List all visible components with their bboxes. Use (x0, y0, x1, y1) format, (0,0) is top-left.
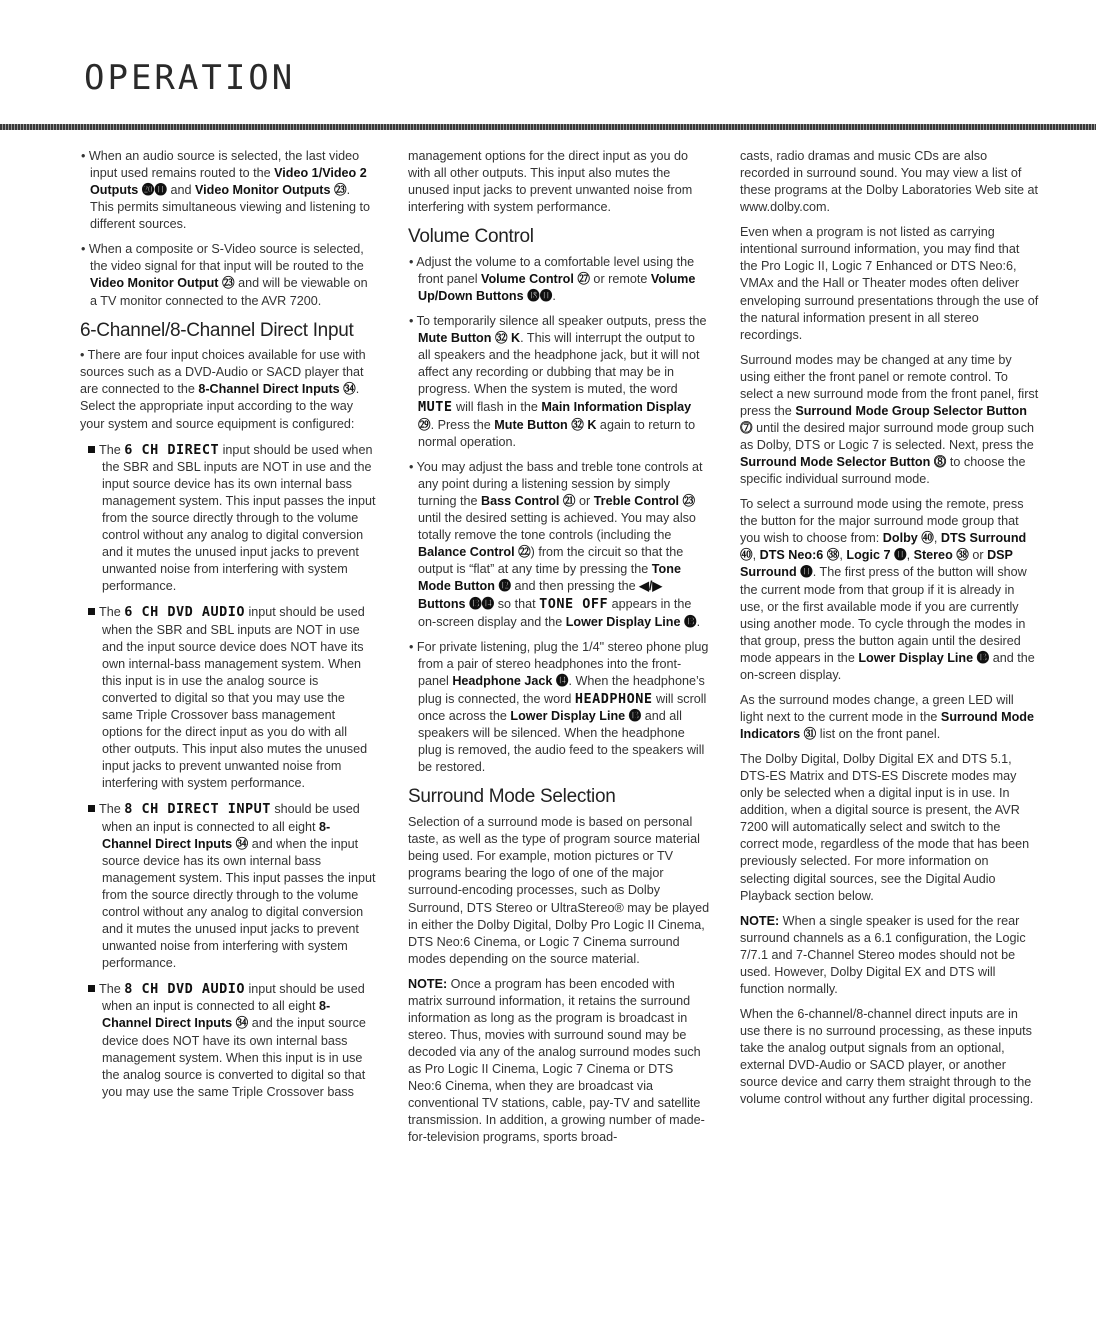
sub-bullet-paragraph: The 8 CH DVD AUDIO input should be used when an input is connected to all eight 8-Channel Direct Inputs ㉞ and the input source device does NOT have its own internal bass management system. When this input is in use the analog source is converted to digital so that you may use the same Triple Crossover bass (80, 980, 376, 1101)
paragraph: As the surround modes change, a green LED will light next to the current mode in the Surround Mode Indicators ㉛ list on the front panel. (740, 692, 1034, 741)
bullet-paragraph: • You may adjust the bass and treble tone controls at any point during a listening session by simply turning the Bass Control ㉑ or Treble Control ㉓ until the desired setting is achieved. You may also totally remove the tone controls (including the Balance Control ㉒) from the circuit so that the output is “flat” at any time by pressing the Tone Mode Button ⓬ and then pressing the ◀/▶ Buttons ⓭⓮ so that TONE OFF appears in the on-screen display and the Lower Display Line ⓭. (409, 459, 703, 629)
square-bullet-icon (88, 805, 95, 812)
bold-term: Treble Control ㉓ (593, 494, 696, 509)
bold-term: NOTE: (740, 913, 780, 928)
bold-term: Tone Mode Button ⓬ (418, 562, 681, 594)
bold-term: 8-Channel Direct Inputs ㉞ (102, 819, 331, 851)
paragraph: Selection of a surround mode is based on personal taste, as well as the type of program source material being used. For example, motion pictures or TV programs bearing the logo of one of the major surround-encoding processes, such as Dolby Surround, DTS Stereo or UltraStereo® may be played in either the Dolby Digital, Dolby Pro Logic II Cinema, DTS Neo:6 Cinema, or Logic 7 Cinema surround modes depending on the source material. (408, 815, 710, 966)
paragraph: Surround modes may be changed at any time by using either the front panel or remote control. To select a new surround mode from the front panel, first press the Surround Mode Group Selector Button ⓻ until the desired major surround mode group such as Dolby, DTS or Logic 7 is selected. Next, press the Surround Mode Selector Button ⓼ to choose the specific individual surround mode. (740, 352, 1039, 487)
bold-term: Mute Button ㉜ K (494, 417, 597, 432)
paragraph: To select a surround mode using the remote, press the button for the major surround mode group that you wish to choose from: Dolby ㊵, DTS Surround ㊵, DTS Neo:6 ㊳, Logic 7 ⓫, Stereo ㊳ or DSP Surround ⓫. The first press of the button will show the current mode from that group if it is already in use, or the first available mode if you are currently using another mode. To cycle through the modes in that group, press the button again until the desired mode appears in the Lower Display Line ⓭ and the on-screen display. (740, 497, 1035, 682)
paragraph: Even when a program is not listed as carrying intentional surround information, you may find that the Pro Logic II, Logic 7 Enhanced or DTS Neo:6, VMAx and the Hall or Theater modes often deliver enveloping surround presentations through the use of the natural information present in all stereo recordings. (740, 225, 1039, 342)
display-readout-text: 8 CH DVD AUDIO (124, 981, 245, 998)
sub-bullet-paragraph: The 6 CH DIRECT input should be used when the SBR and SBL inputs are NOT in use and the input source device has its own internal bass management system. This input passes the input from the source directly through to the volume control without any analog to digital conversion and it mutes the unused input jacks to prevent unwanted noise from interfering with system performance. (80, 441, 376, 596)
paragraph: casts, radio dramas and music CDs are also recorded in surround sound. You may view a list of these programs at the Dolby Laboratories Web site at www.dolby.com. (740, 149, 1038, 215)
display-readout-text: HEADPHONE (574, 690, 653, 707)
bold-term: DSP Surround ⓫ (740, 548, 1013, 580)
bold-term: Volume Control ㉗ (481, 272, 590, 287)
paragraph: management options for the direct input as you do with all other outputs. This input also mutes the unused input jacks to prevent unwanted noise from interfering with system performance. (408, 149, 693, 215)
bullet-paragraph: • Adjust the volume to a comfortable level using the front panel Volume Control ㉗ or remote Volume Up/Down Buttons ⓲⓫. (409, 254, 696, 304)
display-readout-text: MUTE (418, 399, 453, 416)
bold-term: 8-Channel Direct Inputs ㉞ (198, 382, 356, 397)
bold-term: Headphone Jack ⓮ (452, 673, 569, 688)
bold-term: Video Monitor Output ㉓ (90, 276, 235, 291)
section-heading: Volume Control (408, 226, 534, 248)
bold-term: Video 1/Video 2 Outputs ⓴⓫ (90, 166, 367, 198)
section-heading: Surround Mode Selection (408, 786, 616, 808)
column-middle (408, 148, 710, 1154)
bold-term: Lower Display Line ⓭ (565, 614, 697, 629)
bold-term: DTS Neo:6 ㊳ (759, 548, 840, 563)
bold-term: ◀/▶ Buttons ⓭⓮ (418, 579, 663, 612)
bold-term: 8-Channel Direct Inputs ㉞ (102, 999, 331, 1031)
bold-term: Logic 7 ⓫ (846, 548, 907, 563)
bullet-paragraph: • When a composite or S-Video source is selected, the video signal for that input will be routed to the Video Monitor Output ㉓ and will be viewable on a TV monitor connected to the AVR 7200. (81, 242, 368, 308)
paragraph: NOTE: When a single speaker is used for the rear surround channels as a 6.1 configuration, the Logic 7/7.1 and 7-Channel Stereo modes should not be used. However, Dolby Digital EX and DTS will function normally. (740, 913, 1026, 996)
column-left (80, 148, 376, 1109)
display-readout-text: 6 CH DVD AUDIO (124, 604, 245, 621)
square-bullet-icon (88, 985, 95, 992)
display-readout-text: 8 CH DIRECT INPUT (124, 801, 271, 818)
page-title: OPERATION (84, 58, 296, 98)
sub-bullet-paragraph: The 6 CH DVD AUDIO input should be used when the SBR and SBL inputs are NOT in use and the input source device does NOT have its own internal-bass management system. When this input is in use the analog source is converted to digital so that you may use the same Triple Crossover bass management options for the direct input as you do with all other outputs. This input also mutes the unused input jacks to prevent unwanted noise from interfering with system performance. (80, 603, 376, 792)
bold-term: Dolby ㊵ (882, 531, 934, 546)
bold-term: Surround Mode Indicators ㉛ (740, 709, 1034, 741)
bullet-paragraph: • When an audio source is selected, the last video input used remains routed to the Video 1/Video 2 Outputs ⓴⓫ and Video Monitor Outputs ㉓. This permits simultaneous viewing and listening to different sources. (81, 149, 370, 232)
bold-term: Stereo ㊳ (913, 548, 969, 563)
bold-term: Surround Mode Selector Button ⓼ (740, 455, 947, 470)
square-bullet-icon (88, 446, 95, 453)
paragraph: When the 6-channel/8-channel direct inputs are in use there is no surround processing, as these inputs take the analog output signals from an optional, external DVD-Audio or SACD player, or another source device and carry them straight through to the volume control without any further digital processing. (740, 1006, 1034, 1107)
bold-term: DTS Surround ㊵ (740, 531, 1027, 563)
bullet-paragraph: • For private listening, plug the 1/4" stereo phone plug from a pair of stereo headphones into the front-panel Headphone Jack ⓮. When the headphone’s plug is connected, the word HEADPHONE will scroll once across the Lower Display Line ⓭ and all speakers will be silenced. When the headphone plug is removed, the audio feed to the speakers will be restored. (409, 639, 709, 775)
display-readout-text: 6 CH DIRECT (124, 441, 220, 458)
paragraph: • There are four input choices available for use with sources such as a DVD-Audio or SACD player that are connected to the 8-Channel Direct Inputs ㉞. Select the appropriate input according to the way your system and source equipment is configured: (80, 348, 366, 431)
bold-term: Bass Control ㉑ (481, 494, 576, 509)
bold-term: NOTE: (408, 976, 448, 991)
bold-term: Mute Button ㉜ K (418, 331, 521, 346)
paragraph: The Dolby Digital, Dolby Digital EX and DTS 5.1, DTS-ES Matrix and DTS-ES Discrete modes may only be selected when a digital input is in use. In addition, when a digital source is present, the AVR 7200 will automatically select and switch to the correct mode, regardless of the mode that has been previously selected. For more information on selecting digital sources, see the Digital Audio Playback section below. (740, 752, 1030, 903)
page-header (0, 0, 1096, 132)
bold-term: Volume Up/Down Buttons ⓲⓫ (418, 272, 696, 304)
square-bullet-icon (88, 608, 95, 615)
bold-term: Balance Control ㉒ (418, 545, 531, 560)
bold-term: Lower Display Line ⓭ (858, 650, 990, 665)
display-readout-text: TONE OFF (539, 596, 609, 613)
column-right (740, 148, 1040, 1116)
bold-term: Surround Mode Group Selector Button ⓻ (740, 403, 1027, 435)
section-heading: 6-Channel/8-Channel Direct Input (80, 319, 354, 341)
bullet-paragraph: • To temporarily silence all speaker outputs, press the Mute Button ㉜ K. This will interrupt the output to all speakers and the headphone jack, but it will not affect any recording or dubbing that may be in progress. When the system is muted, the word MUTE will flash in the Main Information Display ㉙. Press the Mute Button ㉜ K again to return to normal operation. (409, 314, 707, 449)
bold-term: Video Monitor Outputs ㉓ (194, 183, 347, 198)
sub-bullet-paragraph: The 8 CH DIRECT INPUT should be used when an input is connected to all eight 8-Channel Direct Inputs ㉞ and when the input source device has its own internal bass management system. This input passes the input from the source directly through to the volume control without any analog to digital conversion and it mutes the unused input jacks to prevent unwanted noise from interfering with system performance. (80, 800, 376, 972)
paragraph: NOTE: Once a program has been encoded with matrix surround information, it retains the surround information as long as the program is broadcast in stereo. Thus, movies with surround sound may be decoded via any of the analog surround modes such as Pro Logic II Cinema, Logic 7 Cinema or DTS Neo:6 Cinema, when they are broadcast via conventional TV stations, cable, pay-TV and satellite transmission. In addition, a growing number of made-for-television programs, sports broad- (408, 976, 705, 1145)
header-rule (0, 124, 1096, 130)
bold-term: Main Information Display ㉙ (418, 400, 692, 432)
bold-term: Lower Display Line ⓭ (510, 709, 642, 724)
